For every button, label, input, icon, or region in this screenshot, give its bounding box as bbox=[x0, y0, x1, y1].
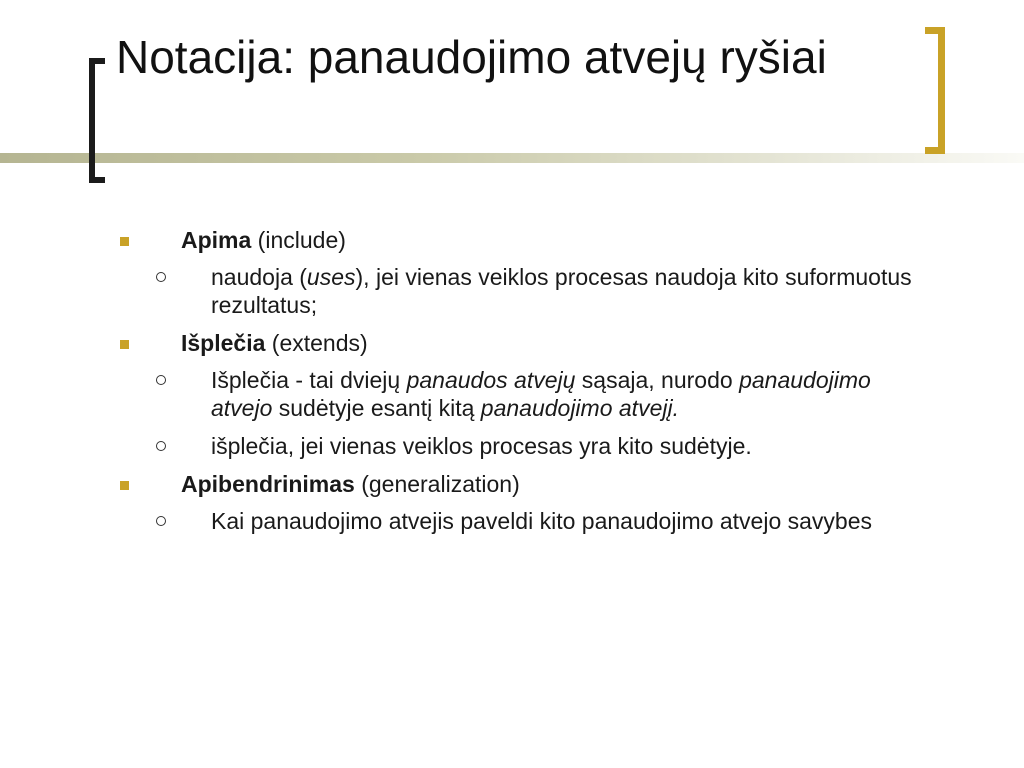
circle-bullet-icon bbox=[156, 375, 166, 385]
bullet-term: Apima bbox=[181, 227, 252, 253]
right-bracket-decoration bbox=[925, 27, 945, 154]
sub-bullet-item bbox=[0, 432, 1024, 460]
bullet-term: Išplečia bbox=[181, 330, 266, 356]
bullet-term-note: (generalization) bbox=[354, 471, 520, 497]
sub-bullet-text: ), jei vienas veiklos procesas naudoja kito suformuotus rezultatus; bbox=[211, 264, 912, 318]
sub-bullet-emphasis: panaudojimo atvejo bbox=[211, 367, 871, 421]
sub-bullet-item bbox=[0, 366, 1024, 422]
bullet-term-note: (include) bbox=[251, 227, 346, 253]
square-bullet-icon bbox=[120, 237, 129, 246]
slide-title: Notacija: panaudojimo atvejų ryšiai bbox=[116, 31, 827, 83]
left-bracket-decoration bbox=[89, 58, 105, 183]
title-underline-band bbox=[0, 153, 1024, 163]
sub-bullet-emphasis: panaudos atvejų bbox=[406, 367, 576, 393]
square-bullet-icon bbox=[120, 340, 129, 349]
sub-bullet-emphasis: uses bbox=[306, 264, 356, 290]
sub-bullet-item bbox=[0, 263, 1024, 319]
sub-bullet-text: sudėtyje esantį kitą bbox=[272, 395, 481, 421]
bullet-term: Apibendrinimas bbox=[181, 471, 355, 497]
circle-bullet-icon bbox=[156, 272, 166, 282]
square-bullet-icon bbox=[120, 481, 129, 490]
bullet-item-extends bbox=[0, 329, 1024, 357]
sub-bullet-text: naudoja ( bbox=[211, 264, 307, 290]
bullet-list bbox=[0, 226, 1024, 545]
sub-bullet-text: sąsaja, nurodo bbox=[575, 367, 740, 393]
sub-bullet-text: Išplečia - tai dviejų bbox=[211, 367, 407, 393]
sub-bullet-emphasis: panaudojimo atvejį bbox=[480, 395, 673, 421]
sub-bullet-emphasis: . bbox=[672, 395, 679, 421]
bullet-item-generalization bbox=[0, 470, 1024, 498]
sub-bullet-text: išplečia, jei vienas veiklos procesas yra kito sudėtyje. bbox=[211, 433, 752, 459]
circle-bullet-icon bbox=[156, 516, 166, 526]
sub-bullet-text: Kai panaudojimo atvejis paveldi kito panaudojimo atvejo savybes bbox=[211, 508, 873, 534]
bullet-term-note: (extends) bbox=[265, 330, 368, 356]
bullet-item-include bbox=[0, 226, 1024, 254]
circle-bullet-icon bbox=[156, 441, 166, 451]
sub-bullet-item bbox=[0, 507, 1024, 535]
